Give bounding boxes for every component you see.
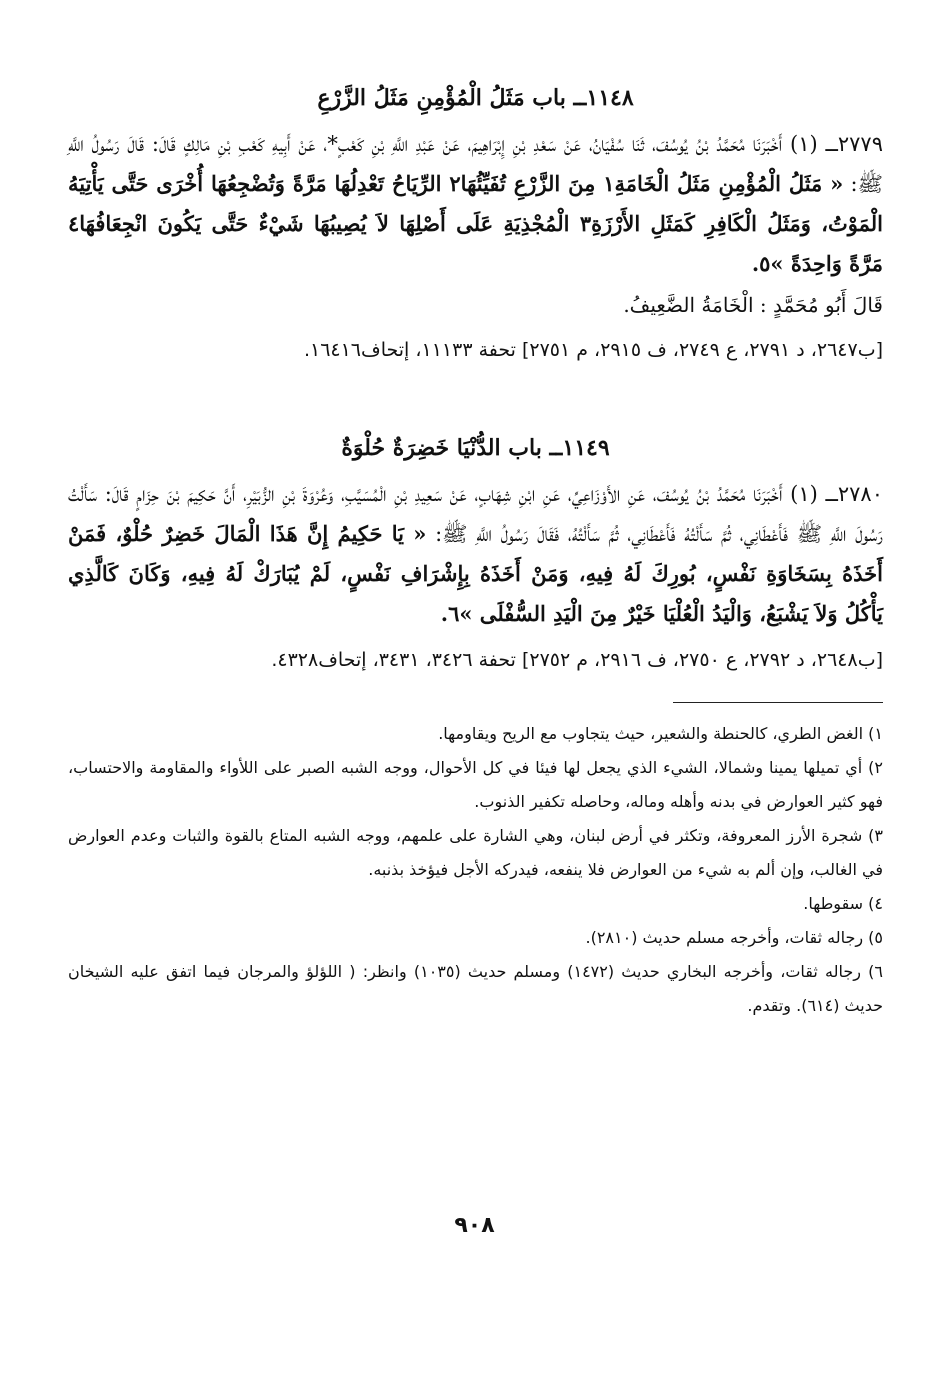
page-number: ٩٠٨ xyxy=(454,1213,495,1238)
footnote-4: ٤) سقوطها. xyxy=(803,894,883,913)
chapter-title-1148: ١١٤٨ــ باب مَثَلُ الْمُؤْمِنِ مَثَلُ الزَّرْعِ xyxy=(317,85,634,111)
hadith-number: ٢٧٧٩ــ (١) xyxy=(782,132,883,156)
footnote-6: ٦) رجاله ثقات، وأخرجه البخاري حديث (١٤٧٢) ومسلم حديث (١٠٣٥) وانظر: ( اللؤلؤ والمرجان فيما اتفق عليه الشيخان حديث (٦١٤). وتقدم. xyxy=(68,962,883,1015)
hadith-isnad: أَخْبَرَنَا مُحَمَّدُ بْنُ يُوسُفَ، عَنِ الأَوْزَاعِيِّ، عَنِ ابْنِ شِهَابٍ، عَنْ سَعِيدِ بْنِ الْمُسَيَّبِ، وَعُرْوَةَ بْنِ الزُّبَيْرِ، أَنَّ حَكِيمَ بْنَ حِزَامٍ قَالَ: سَأَلْتُ رَسُولَ اللَّهِ ﷺ فَأَعْطَانِي، ثُمَّ سَأَلْتُهُ فَأَعْطَانِي، ثُمَّ سَأَلْتُهُ، فَقَالَ رَسُولُ اللَّهِ ﷺ: xyxy=(68,482,883,546)
footnote-1: ١) الغض الطري، كالحنطة والشعير، حيث يتجاوب مع الريح ويقاومها. xyxy=(438,724,883,743)
hadith-number: ٢٧٨٠ــ (١) xyxy=(782,482,883,506)
hadith-2779 xyxy=(68,124,883,284)
footnote-3: ٣) شجرة الأرز المعروفة، وتكثر في أرض لبنان، وهي الشارة على علمهم، ووجه الشبه المتاع بالقوة والثبات وعدم العوارض في الغالب، وإن ألم به شيء من العوارض فلا ينفعه، فيدركه الأجل فيؤخذ بذنبه. xyxy=(68,826,883,879)
chapter-title-1149: ١١٤٩ــ باب الدُّنْيَا خَضِرَةٌ حُلْوَةٌ xyxy=(341,435,610,461)
hadith-isnad: أَخْبَرَنَا مُحَمَّدُ بْنُ يُوسُفَ، ثَنَا سُفْيَانُ، عَنْ سَعْدِ بْنِ إِبْرَاهِيمَ، عَنْ عَبْدِ اللَّهِ بْنِ كَعْبٍ*، عَنْ أَبِيهِ كَعْبِ بْنِ مَالِكٍ قَالَ: قَالَ رَسُولُ اللَّهِ ﷺ: xyxy=(68,132,883,196)
author-note: قَالَ أَبُو مُحَمَّدٍ : الْخَامَةُ الضَّعِيفُ. xyxy=(623,293,883,317)
hadith-2780 xyxy=(68,474,883,634)
section-spacer xyxy=(68,370,883,428)
hadith-matn: « يَا حَكِيمُ إِنَّ هَذَا الْمَالَ خَضِرٌ حُلْوٌ، فَمَنْ أَخَذَهُ بِسَخَاوَةِ نَفْسٍ، بُورِكَ لَهُ فِيهِ، وَمَنْ أَخَذَهُ بِإِشْرَافِ نَفْسٍ، لَمْ يُبَارَكْ لَهُ فِيهِ، وَكَانَ كَالَّذِي يَأْكُلُ وَلاَ يَشْبَعُ، وَالْيَدُ الْعُلْيَا خَيْرٌ مِنَ الْيَدِ السُّفْلَى »٦. xyxy=(68,521,883,626)
hadith-references: [ب٢٦٤٨، د ٢٧٩٢، ع ٢٧٥٠، ف ٢٩١٦، م ٢٧٥٢] تحفة ٣٤٢٦، ٣٤٣١، إتحاف٤٣٢٨. xyxy=(271,649,883,671)
book-page xyxy=(68,78,883,1023)
footnote-2: ٢) أي تميلها يمينا وشمالا، الشيء الذي يجعل لها فيئا في كل الأحوال، ووجه الشبه الصبر على اللأواء والمقاومة والاحتساب، فهو كثير العوارض في بدنه وأهله وماله، وحاصله تكفير الذنوب. xyxy=(68,758,883,811)
footnote-divider xyxy=(673,702,883,703)
footnote-5: ٥) رجاله ثقات، وأخرجه مسلم حديث (٢٨١٠). xyxy=(585,928,883,947)
hadith-references: [ب٢٦٤٧، د ٢٧٩١، ع ٢٧٤٩، ف ٢٩١٥، م ٢٧٥١] تحفة ١١١٣٣، إتحاف١٦٤١٦. xyxy=(303,339,883,361)
hadith-matn: « مَثَلُ الْمُؤْمِنِ مَثَلُ الْخَامَةِ١ مِنَ الزَّرْعِ تُفَيِّئُهَا٢ الرِّيَاحُ تَعْدِلُهَا مَرَّةً وَتُضْجِعُهَا أُخْرَى حَتَّى يَأْتِيَهُ الْمَوْتُ، وَمَثَلُ الْكَافِرِ كَمَثَلِ الأَرْزَةِ٣ الْمُجْذِيَةِ عَلَى أَصْلِهَا لاَ يُصِيبُهَا شَيْءٌ حَتَّى يَكُونَ انْجِعَافُهَا٤ مَرَّةً وَاحِدَةً »٥. xyxy=(68,171,883,276)
